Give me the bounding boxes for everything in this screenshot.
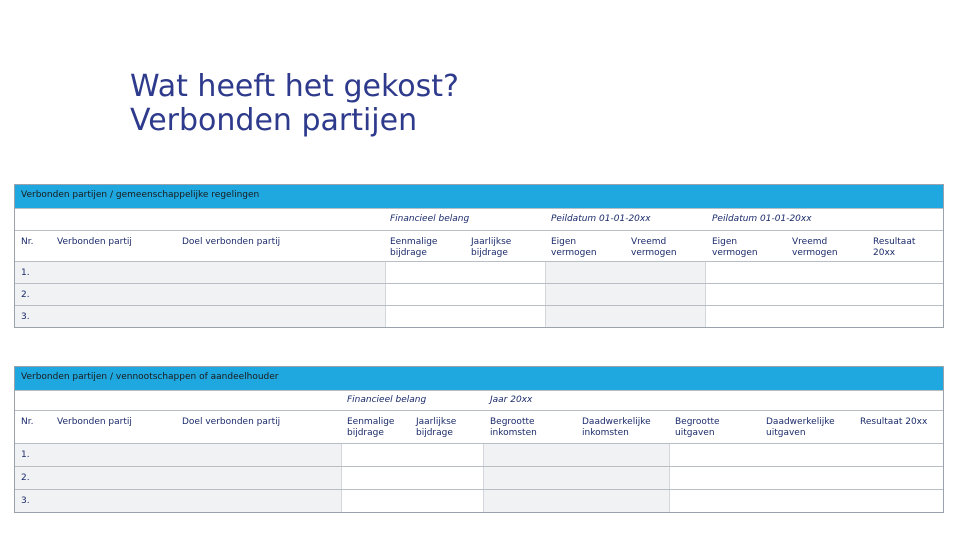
table-row [15, 489, 943, 512]
table-row [15, 283, 943, 305]
col-daadwerkelijke-uitgaven: Daadwerkelijke uitgaven [766, 417, 835, 438]
col-eenmalige-bijdrage: Eenmalige bijdrage [347, 417, 395, 438]
group-financieel-belang: Financieel belang [347, 395, 427, 405]
group-financieel-belang: Financieel belang [390, 214, 470, 224]
col-doel: Doel verbonden partij [182, 417, 281, 427]
col-eenmalige-bijdrage: Eenmalige bijdrage [390, 237, 438, 258]
col-vreemd-vermogen-2: Vreemd vermogen [792, 237, 838, 258]
table-band [15, 367, 943, 390]
col-resultaat: Resultaat 20xx [873, 237, 916, 258]
row-number: 3. [21, 496, 30, 506]
group-peildatum-1: Peildatum 01-01-20xx [551, 214, 651, 224]
table-band-label: Verbonden partijen / gemeenschappelijke regelingen [21, 190, 260, 200]
group-header-row [15, 208, 943, 230]
title-line-2: Verbonden partijen [130, 103, 418, 138]
col-eigen-vermogen-1: Eigen vermogen [551, 237, 597, 258]
col-eigen-vermogen-2: Eigen vermogen [712, 237, 758, 258]
col-jaarlijkse-bijdrage: Jaarlijkse bijdrage [471, 237, 512, 258]
table-row [15, 261, 943, 283]
col-jaarlijkse-bijdrage: Jaarlijkse bijdrage [416, 417, 457, 438]
col-nr: Nr. [21, 417, 34, 427]
table-vennootschappen [14, 366, 944, 513]
group-jaar: Jaar 20xx [490, 395, 533, 405]
table-band-label: Verbonden partijen / vennootschappen of aandeelhouder [21, 372, 279, 382]
col-verbonden-partij: Verbonden partij [57, 417, 132, 427]
row-number: 2. [21, 290, 30, 300]
column-header-row [15, 410, 943, 443]
row-number: 1. [21, 450, 30, 460]
row-number: 2. [21, 473, 30, 483]
table-gemeenschappelijke-regelingen [14, 184, 944, 328]
group-header-row [15, 390, 943, 410]
title-line-1: Wat heeft het gekost? [130, 69, 459, 104]
col-begrootte-inkomsten: Begrootte inkomsten [490, 417, 537, 438]
table-band [15, 185, 943, 208]
table-row [15, 443, 943, 466]
col-resultaat: Resultaat 20xx [860, 417, 928, 427]
col-begrootte-uitgaven: Begrootte uitgaven [675, 417, 720, 438]
column-header-row [15, 230, 943, 261]
col-doel: Doel verbonden partij [182, 237, 281, 247]
col-vreemd-vermogen-1: Vreemd vermogen [631, 237, 677, 258]
col-daadwerkelijke-inkomsten: Daadwerkelijke inkomsten [582, 417, 651, 438]
group-peildatum-2: Peildatum 01-01-20xx [712, 214, 812, 224]
row-number: 3. [21, 312, 30, 322]
table-row [15, 466, 943, 489]
col-verbonden-partij: Verbonden partij [57, 237, 132, 247]
table-row [15, 305, 943, 327]
col-nr: Nr. [21, 237, 34, 247]
row-number: 1. [21, 268, 30, 278]
slide-title [130, 70, 459, 138]
